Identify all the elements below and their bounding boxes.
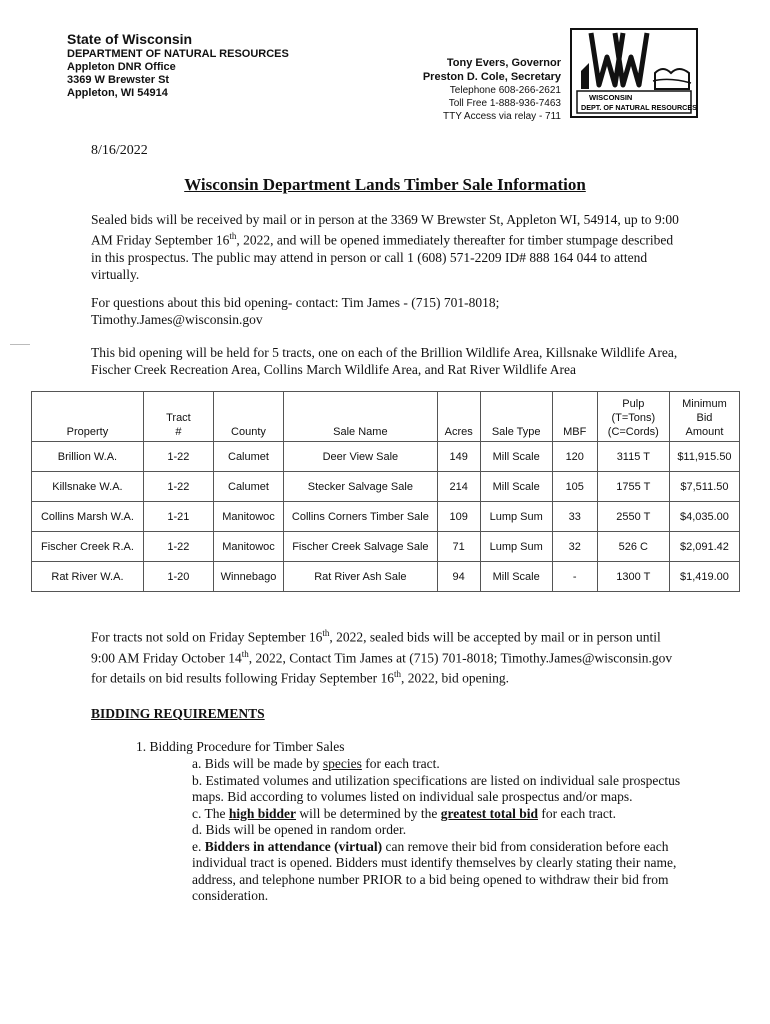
- header-acres: Acres: [437, 392, 480, 442]
- cell-acres: 71: [437, 532, 480, 562]
- list-item: b. Estimated volumes and utilization specifications are listed on individual sale prospectus maps. Bid according to volumes listed on individual sale prospectus and/or maps.: [192, 772, 681, 804]
- cell-mbf: -: [552, 562, 597, 592]
- cell-acres: 94: [437, 562, 480, 592]
- telephone: Telephone 608-266-2621: [449, 85, 561, 96]
- cell-minimum-bid: $4,035.00: [669, 502, 739, 532]
- secretary-name: Preston D. Cole, Secretary: [422, 71, 561, 83]
- table-row: [32, 502, 740, 532]
- contact-email: Timothy.James@wisconsin.gov: [91, 312, 263, 327]
- procedure-title: 1. Bidding Procedure for Timber Sales: [136, 739, 345, 754]
- table-header-row: [32, 392, 740, 442]
- wisconsin-dnr-logo: [569, 27, 699, 119]
- intro-paragraph-2: [91, 294, 681, 328]
- state-name: State of Wisconsin: [67, 31, 193, 47]
- document-date: 8/16/2022: [91, 143, 148, 158]
- cell-acres: 149: [437, 442, 480, 472]
- cell-county: Winnebago: [213, 562, 283, 592]
- header-pulp: Pulp (T=Tons) (C=Cords): [597, 392, 669, 442]
- header-mbf: MBF: [552, 392, 597, 442]
- cell-county: Calumet: [213, 442, 283, 472]
- cell-minimum-bid: $1,419.00: [669, 562, 739, 592]
- cell-mbf: 32: [552, 532, 597, 562]
- cell-property: Collins Marsh W.A.: [32, 502, 144, 532]
- department-name: DEPARTMENT OF NATURAL RESOURCES: [67, 48, 289, 60]
- cell-sale-name: Deer View Sale: [284, 442, 438, 472]
- tty-access: TTY Access via relay - 711: [442, 111, 561, 122]
- logo-line-1: WISCONSIN: [589, 93, 633, 102]
- cell-tract: 1-20: [143, 562, 213, 592]
- cell-acres: 109: [437, 502, 480, 532]
- cell-sale-type: Lump Sum: [480, 532, 552, 562]
- cell-property: Brillion W.A.: [32, 442, 144, 472]
- list-item: a. Bids will be made by species for each tract.: [192, 756, 440, 771]
- letterhead-address: [67, 31, 289, 100]
- table-row: [32, 532, 740, 562]
- cell-property: Fischer Creek R.A.: [32, 532, 144, 562]
- cell-mbf: 105: [552, 472, 597, 502]
- governor-name: Tony Evers, Governor: [446, 57, 561, 69]
- office-street: 3369 W Brewster St: [67, 74, 170, 86]
- cell-tract: 1-22: [143, 532, 213, 562]
- tract-table: [31, 391, 740, 592]
- unsold-tracts-paragraph: For tracts not sold on Friday September 16th, 2022, sealed bids will be accepted by mail or in person until 9:00 AM Friday October 14th, 2022, Contact Tim James at (715) 701-8018; Timothy.James@wisconsin.gov for details on bid results following Friday September 16th, 2022, bid opening.: [91, 628, 673, 686]
- contact-line: For questions about this bid opening- contact: Tim James - (715) 701-8018;: [91, 295, 500, 310]
- cell-acres: 214: [437, 472, 480, 502]
- cell-sale-name: Fischer Creek Salvage Sale: [284, 532, 438, 562]
- margin-mark: [10, 344, 30, 345]
- cell-pulp: 1755 T: [597, 472, 669, 502]
- cell-pulp: 526 C: [597, 532, 669, 562]
- cell-sale-type: Lump Sum: [480, 502, 552, 532]
- cell-property: Rat River W.A.: [32, 562, 144, 592]
- cell-sale-name: Collins Corners Timber Sale: [284, 502, 438, 532]
- letterhead-contacts: [423, 56, 561, 123]
- page-title: Wisconsin Department Lands Timber Sale Information: [184, 175, 586, 194]
- cell-county: Manitowoc: [213, 502, 283, 532]
- cell-sale-name: Stecker Salvage Sale: [284, 472, 438, 502]
- table-row: [32, 472, 740, 502]
- bidding-requirements-heading: BIDDING REQUIREMENTS: [91, 706, 265, 721]
- cell-tract: 1-22: [143, 442, 213, 472]
- cell-pulp: 3115 T: [597, 442, 669, 472]
- cell-minimum-bid: $2,091.42: [669, 532, 739, 562]
- list-item: d. Bids will be opened in random order.: [192, 822, 407, 837]
- header-property: Property: [32, 392, 144, 442]
- cell-sale-type: Mill Scale: [480, 472, 552, 502]
- cell-mbf: 120: [552, 442, 597, 472]
- office-name: Appleton DNR Office: [67, 61, 176, 73]
- table-row: [32, 442, 740, 472]
- table-row: [32, 562, 740, 592]
- procedure-list: [192, 756, 682, 905]
- header-tract: Tract #: [143, 392, 213, 442]
- header-county: County: [213, 392, 283, 442]
- cell-sale-name: Rat River Ash Sale: [284, 562, 438, 592]
- list-item: c. The high bidder will be determined by the greatest total bid for each tract.: [192, 805, 616, 821]
- logo-line-2: DEPT. OF NATURAL RESOURCES: [581, 103, 697, 112]
- cell-tract: 1-21: [143, 502, 213, 532]
- cell-county: Manitowoc: [213, 532, 283, 562]
- header-sale-name: Sale Name: [284, 392, 438, 442]
- intro-paragraph-1: Sealed bids will be received by mail or in person at the 3369 W Brewster St, Appleton WI, 54914, up to 9:00 AM Friday September 16th, 2022, and will be opened immediately thereafter for timber stumpage described in this prospectus. The public may attend in person or call 1 (608) 571-2209 ID# 888 164 044 to attend virtually.: [91, 212, 679, 282]
- cell-mbf: 33: [552, 502, 597, 532]
- cell-pulp: 2550 T: [597, 502, 669, 532]
- cell-property: Killsnake W.A.: [32, 472, 144, 502]
- office-city: Appleton, WI 54914: [67, 87, 168, 99]
- cell-tract: 1-22: [143, 472, 213, 502]
- cell-county: Calumet: [213, 472, 283, 502]
- intro-paragraph-3: This bid opening will be held for 5 tracts, one on each of the Brillion Wildlife Area, Killsnake Wildlife Area, Fischer Creek Recreation Area, Collins March Wildlife Area, and Rat River Wildlife Area: [91, 345, 678, 377]
- header-sale-type: Sale Type: [480, 392, 552, 442]
- cell-minimum-bid: $11,915.50: [669, 442, 739, 472]
- cell-pulp: 1300 T: [597, 562, 669, 592]
- toll-free: Toll Free 1-888-936-7463: [448, 98, 561, 109]
- cell-sale-type: Mill Scale: [480, 562, 552, 592]
- list-item: e. Bidders in attendance (virtual) can remove their bid from consideration before each individual tract is opened. Bidders must identify themselves by clearly stating their name, address, and telephone number PRIOR to a bid being opened to withdraw their bid from consideration.: [192, 838, 677, 903]
- cell-minimum-bid: $7,511.50: [669, 472, 739, 502]
- cell-sale-type: Mill Scale: [480, 442, 552, 472]
- header-minimum-bid: Minimum Bid Amount: [669, 392, 739, 442]
